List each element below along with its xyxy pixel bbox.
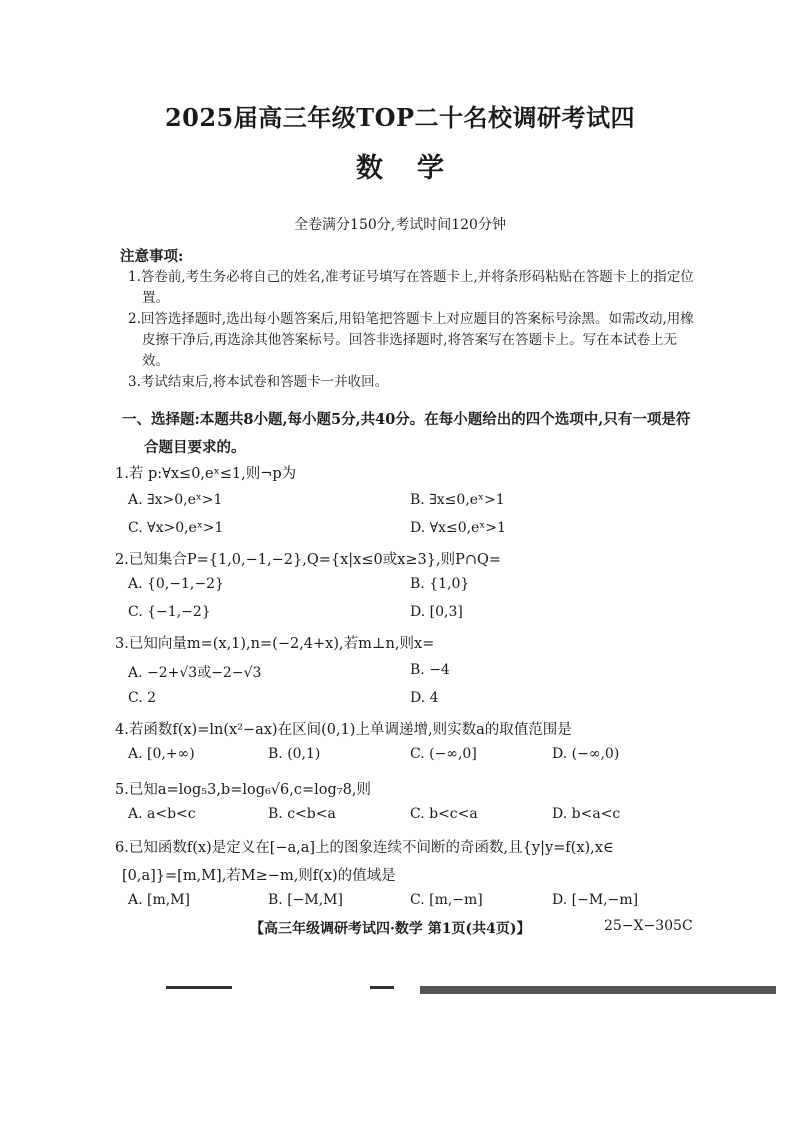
question-4-option-a: A. [0,+∞)	[128, 746, 195, 762]
notice-block	[120, 246, 700, 393]
scan-artifact-mid	[370, 986, 394, 989]
question-3-option-b: B. −4	[410, 662, 450, 678]
question-1-option-d: D. ∀x≤0,eˣ>1	[410, 520, 506, 536]
question-1-option-b: B. ∃x≤0,eˣ>1	[410, 492, 505, 508]
scan-artifact-right	[420, 986, 776, 994]
notice-item-2: 2.回答选择题时,选出每小题答案后,用铅笔把答题卡上对应题目的答案标号涂黑。如需改动,用橡皮擦干净后,再选涂其他答案标号。回答非选择题时,将答案写在答题卡上。写在本试卷上无效。	[128, 311, 694, 369]
question-3-stem: 3.已知向量m=(x,1),n=(−2,4+x),若m⊥n,则x=	[115, 636, 435, 652]
section-heading	[122, 406, 702, 462]
subject-title: 数学	[356, 153, 478, 184]
question-6-option-c: C. [m,−m]	[410, 892, 483, 908]
score-line: 全卷满分150分,考试时间120分钟	[294, 217, 506, 233]
question-5-option-a: A. a<b<c	[128, 806, 196, 822]
exam-title: 2025届高三年级TOP二十名校调研考试四	[164, 103, 636, 132]
question-5-option-c: C. b<c<a	[410, 806, 478, 822]
scan-artifact-left	[166, 986, 232, 989]
question-2-option-c: C. {−1,−2}	[128, 604, 211, 620]
question-6-option-d: D. [−M,−m]	[552, 892, 639, 908]
question-5-stem: 5.已知a=log₅3,b=log₆√6,c=log₇8,则	[115, 782, 371, 798]
question-4-stem: 4.若函数f(x)=ln(x²−ax)在区间(0,1)上单调递增,则实数a的取值范围是	[115, 722, 572, 738]
question-2-stem: 2.已知集合P={1,0,−1,−2},Q={x|x≤0或x≥3},则P∩Q=	[115, 552, 502, 568]
question-5-option-d: D. b<a<c	[552, 806, 621, 822]
notice-item-3: 3.考试结束后,将本试卷和答题卡一并收回。	[128, 374, 389, 390]
question-6-stem: 6.已知函数f(x)是定义在[−a,a]上的图象连续不间断的奇函数,且{y|y=f(x),x∈	[115, 840, 614, 856]
question-4-option-d: D. (−∞,0)	[552, 746, 620, 762]
section-heading-line1: 一、选择题:本题共8小题,每小题5分,共40分。在每小题给出的四个选项中,只有一项是符	[122, 411, 691, 428]
question-1-option-a: A. ∃x>0,eˣ>1	[128, 492, 223, 508]
question-6-stem-line2: [0,a]}=[m,M],若M≥−m,则f(x)的值域是	[122, 868, 396, 884]
notice-title: 注意事项:	[120, 248, 184, 265]
question-4-option-c: C. (−∞,0]	[410, 746, 477, 762]
page-footer: 【高三年级调研考试四·数学 第1页(共4页)】	[250, 921, 531, 937]
question-5-option-b: B. c<b<a	[268, 806, 336, 822]
question-1-stem: 1.若 p:∀x≤0,eˣ≤1,则¬p为	[115, 466, 297, 482]
question-2-option-d: D. [0,3]	[410, 604, 463, 620]
question-3-option-c: C. 2	[128, 690, 157, 706]
question-1-option-c: C. ∀x>0,eˣ>1	[128, 520, 224, 536]
section-heading-line2: 合题目要求的。	[144, 439, 246, 456]
question-4-option-b: B. (0,1)	[268, 746, 321, 762]
exam-code: 25−X−305C	[604, 918, 693, 934]
question-3-option-d: D. 4	[410, 690, 439, 706]
notice-item-1: 1.答卷前,考生务必将自己的姓名,准考证号填写在答题卡上,并将条形码粘贴在答题卡上的指定位置。	[128, 269, 694, 306]
question-2-option-b: B. {1,0}	[410, 576, 470, 592]
question-6-option-b: B. [−M,M]	[268, 892, 343, 908]
question-3-option-a: A. −2+√3或−2−√3	[128, 665, 262, 681]
question-6-option-a: A. [m,M]	[128, 892, 190, 908]
question-2-option-a: A. {0,−1,−2}	[128, 576, 224, 592]
